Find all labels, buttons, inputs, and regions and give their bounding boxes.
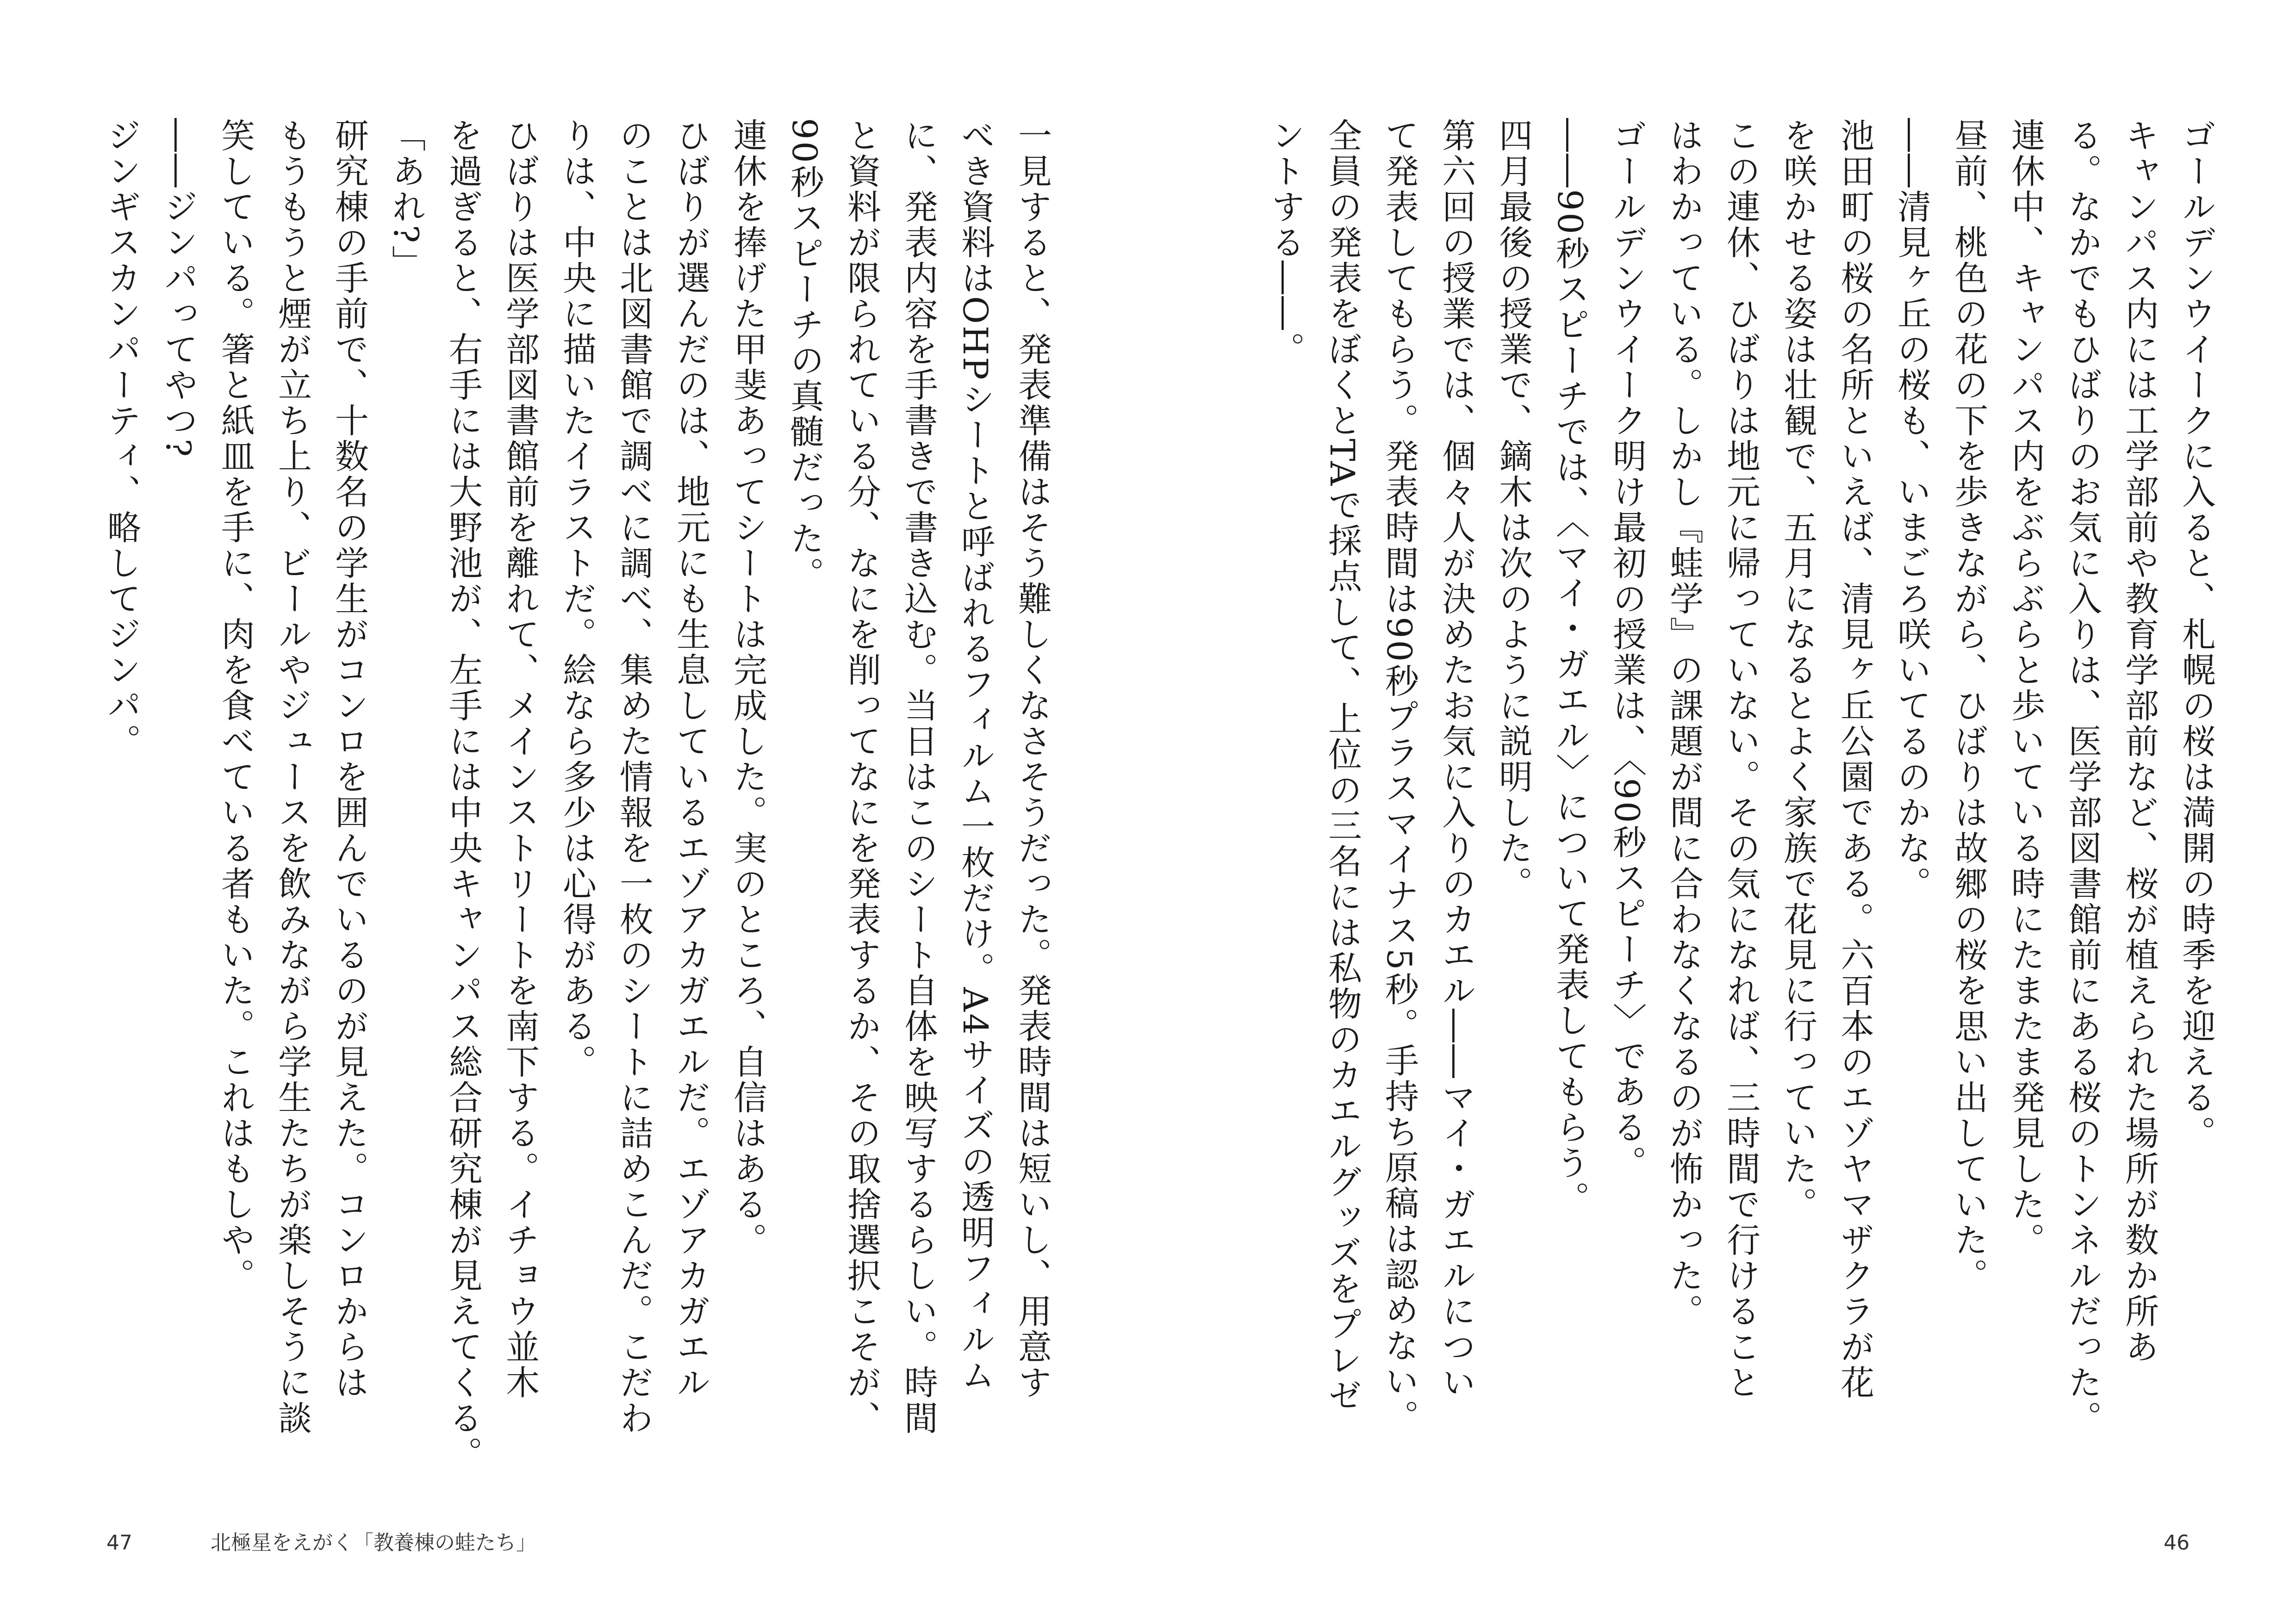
text-line: のことは北図書館で調べに調べ、集めた情報を一枚のシートに詰めこんだ。こだわ (614, 118, 653, 1436)
text-line: ひばりが選んだのは、地元にも生息しているエゾアカガエルだ。エゾアカガエル (671, 118, 710, 1401)
page-number-right: 46 (2164, 1531, 2190, 1555)
text-line: べき資料はOHPシートと呼ばれるフィルム一枚だけ。A4サイズの透明フィルム (955, 118, 995, 1393)
text-line: て発表してもらう。発表時間は90秒プラスマイナス5秒。手持ち原稿は認めない。 (1379, 118, 1419, 1435)
text-line: 90秒スピーチの真髄だった。 (784, 118, 824, 592)
text-line: 全員の発表をぼくとTAで採点して、上位の三名には私物のカエルグッズをプレゼ (1322, 118, 1362, 1414)
page-46-body-text (1234, 118, 2224, 1474)
text-line: を過ぎると、右手には大野池が、左手には中央キャンパス総合研究棟が見えてくる。 (443, 118, 482, 1472)
page-47-body-text (70, 118, 1060, 1474)
text-line: ――90秒スピーチでは、〈マイ・ガエル〉について発表してもらう。 (1550, 118, 1589, 1217)
text-line: 第六回の授業では、個々人が決めたお気に入りのカエル――マイ・ガエルについ (1436, 118, 1475, 1401)
text-line: 一見すると、発表準備はそう難しくなさそうだった。発表時間は短いし、用意す (1012, 118, 1052, 1401)
text-line: ゴールデンウイークに入ると、札幌の桜は満開の時季を迎える。 (2176, 118, 2215, 1151)
text-line: ひばりは医学部図書館前を離れて、メインストリートを南下する。イチョウ並木 (500, 118, 539, 1401)
text-line: 昼前、桃色の花の下を歩きながら、ひばりは故郷の桜を思い出していた。 (1948, 118, 1988, 1294)
text-line: 研究棟の手前で、十数名の学生がコンロを囲んでいるのが見えた。コンロからは (329, 118, 368, 1401)
text-line: 「あれ?」 (386, 118, 425, 281)
text-line: と資料が限られている分、なにを削ってなにを発表するか、その取捨選択こそが、 (841, 118, 881, 1436)
text-line: ゴールデンウイーク明け最初の授業は、〈90秒スピーチ〉である。 (1607, 118, 1646, 1181)
text-line: る。なかでもひばりのお気に入りは、医学部図書館前にある桜のトンネルだった。 (2062, 118, 2102, 1436)
text-line: 池田町の桜の名所といえば、清見ヶ丘公園である。六百本のエゾヤマザクラが花 (1835, 118, 1874, 1401)
page-number-left: 47 (106, 1531, 132, 1555)
text-line: ――ジンパってやつ? (158, 118, 198, 459)
text-line: この連休、ひばりは地元に帰っていない。その気になれば、三時間で行けること (1721, 118, 1760, 1401)
text-line: 四月最後の授業で、鏑木は次のように説明した。 (1493, 118, 1532, 902)
text-line: はわかっている。しかし『蛙学』の課題が間に合わなくなるのが怖かった。 (1664, 118, 1703, 1329)
running-title: 北極星をえがく「教養棟の蛙たち」 (211, 1531, 536, 1555)
text-line: ――清見ヶ丘の桜も、いまごろ咲いてるのかな。 (1892, 118, 1931, 902)
text-line: ントする――。 (1265, 118, 1305, 367)
text-line: 連休中、キャンパス内をぶらぶらと歩いている時にたまたま発見した。 (2005, 118, 2045, 1258)
text-line: 連休を捧げた甲斐あってシートは完成した。実のところ、自信はある。 (728, 118, 767, 1258)
text-line: 笑している。箸と紙皿を手に、肉を食べている者もいた。これはもしや。 (215, 118, 255, 1294)
text-line: を咲かせる姿は壮観で、五月になるとよく家族で花見に行っていた。 (1778, 118, 1817, 1222)
text-line: もうもうと煙が立ち上り、ビールやジュースを飲みながら学生たちが楽しそうに談 (272, 118, 311, 1436)
text-line: ジンギスカンパーティ、略してジンパ。 (101, 118, 141, 759)
text-line: キャンパス内には工学部前や教育学部前など、桜が植えられた場所が数か所あ (2119, 118, 2159, 1365)
text-line: りは、中央に描いたイラストだ。絵なら多少は心得がある。 (557, 118, 596, 1080)
text-line: に、発表内容を手書きで書き込む。当日はこのシート自体を映写するらしい。時間 (898, 118, 938, 1436)
